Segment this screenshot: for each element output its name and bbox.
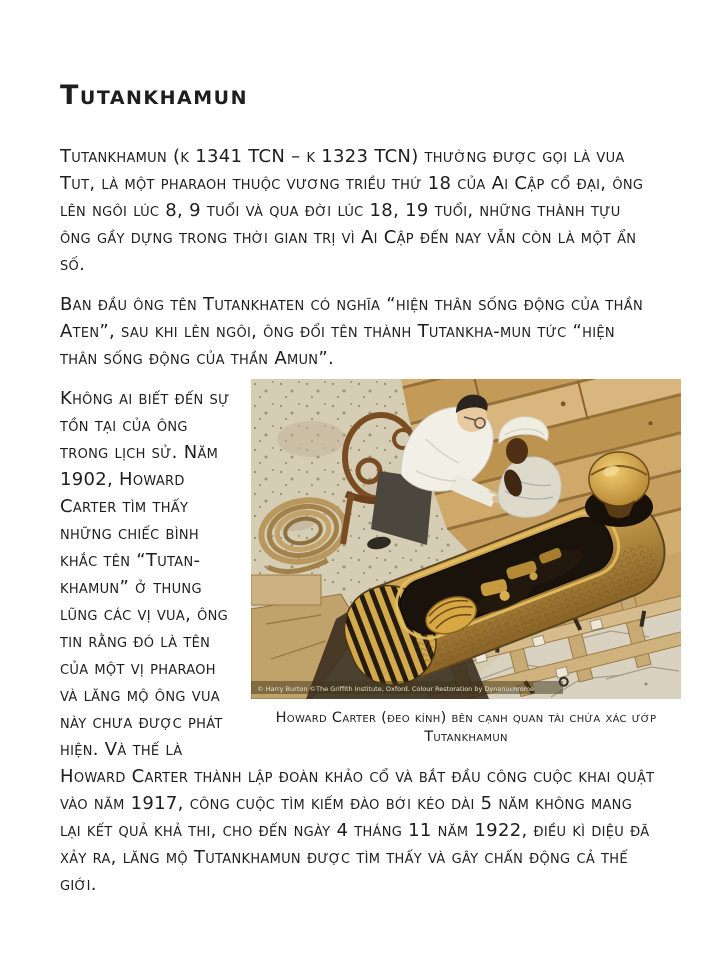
paragraph-name-origin: Ban đầu ông tên Tutankhaten có nghĩa “hiện thân sống động của thần Aten”, sau khi lên ngôi, ông đổi tên thành Tutankha-mun tức “hiện thân sống động của thần Amun”. (60, 294, 643, 369)
photo-watermark (251, 681, 563, 694)
figure-caption: Howard Carter (đeo kính) bên cạnh quan tài chứa xác ướp Tutankhamun (275, 710, 657, 745)
discovery-section (60, 385, 657, 911)
tomb-photo (251, 379, 681, 699)
paragraph-discovery: Không ai biết đến sự tồn tại của ông trong lịch sử. Năm 1902, Howard Carter tìm thấy những chiếc bình khắc tên “Tutan-khamun” ở thung lũng các vị vua, ông tin rằng đó là tên của một vị pharaoh và lăng mộ ông vua này chưa được phát hiện. Và thế là Howard Carter thành lập đoàn khảo cổ và bắt đầu công cuộc khai quật vào năm 1917, công cuộc tìm kiếm đào bới kéo dài 5 năm không mang lại kết quả khả thi, cho đến ngày 4 tháng 11 năm 1922, điều kì diệu đã xảy ra, lăng mộ Tutankhamun được tìm thấy và gây chấn động cả thế giới. (60, 388, 655, 895)
page-title: Tutankhamun (60, 80, 249, 111)
paragraph-intro: Tutankhamun (k 1341 TCN – k 1323 TCN) thường được gọi là vua Tut, là một pharaoh thuộc vương triều thứ 18 của Ai Cập cổ đại, ông lên ngôi lúc 8, 9 tuổi và qua đời lúc 18, 19 tuổi, những thành tựu ông gầy dựng trong thời gian trị vì Ai Cập đến nay vẫn còn là một ẩn số. (60, 146, 644, 275)
figure-howard-carter (251, 379, 681, 747)
photo-gold-bowl (585, 452, 653, 527)
photo-watermark-text: © Harry Burton ©The Griffith Institute, Oxford. Colour Restoration by Dynamichrome (257, 685, 535, 693)
